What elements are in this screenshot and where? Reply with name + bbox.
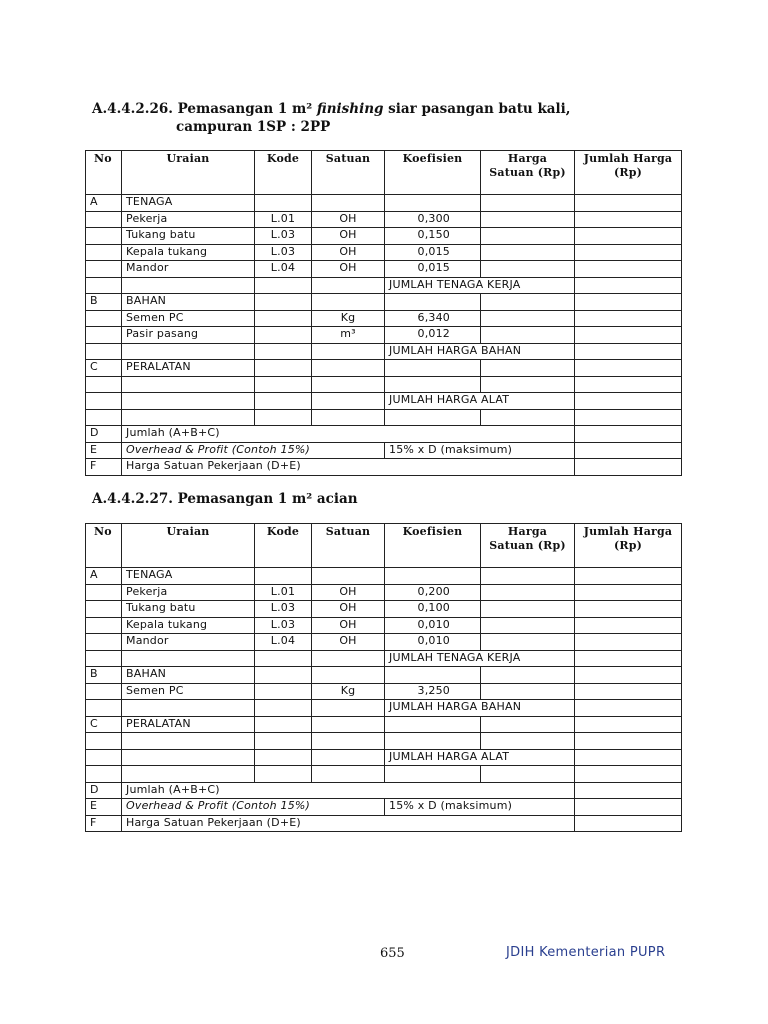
table-row (86, 426, 682, 443)
item-satuan: OH (312, 211, 385, 228)
item-koefisien: 3,250 (385, 683, 481, 700)
header-kode: Kode (255, 151, 312, 195)
item-koefisien: 0,100 (385, 601, 481, 618)
header-uraian: Uraian (122, 151, 255, 195)
header-koefisien: Koefisien (385, 151, 481, 195)
header-harga-satuan: Harga Satuan (Rp) (481, 151, 575, 195)
item-satuan: OH (312, 634, 385, 651)
item-satuan: OH (312, 244, 385, 261)
section-1-title-line2: campuran 1SP : 2PP (176, 119, 331, 135)
item-uraian: Pekerja (122, 584, 255, 601)
header-satuan: Satuan (312, 151, 385, 195)
section-1-title-part1: A.4.4.2.26. Pemasangan 1 m² (92, 101, 317, 117)
overhead-formula: 15% x D (maksimum) (385, 442, 575, 459)
group-label: D (86, 426, 122, 443)
item-uraian: Semen PC (122, 683, 255, 700)
table-row (86, 343, 682, 360)
table-row (86, 294, 682, 311)
item-satuan: OH (312, 228, 385, 245)
header-no: No (86, 151, 122, 195)
table-row (86, 634, 682, 651)
item-koefisien: 0,012 (385, 327, 481, 344)
item-koefisien: 0,015 (385, 244, 481, 261)
item-koefisien: 0,300 (385, 211, 481, 228)
group-label: B (86, 667, 122, 684)
analysis-table-1 (85, 150, 682, 476)
table-row (86, 310, 682, 327)
total-label: Jumlah (A+B+C) (122, 426, 575, 443)
table-row (86, 327, 682, 344)
header-jumlah-harga: Jumlah Harga (Rp) (575, 151, 682, 195)
table-row (86, 766, 682, 783)
table-row (86, 601, 682, 618)
table-row (86, 211, 682, 228)
table-row (86, 195, 682, 212)
table-row (86, 799, 682, 816)
group-title: TENAGA (122, 195, 255, 212)
table-row (86, 617, 682, 634)
item-kode: L.03 (255, 617, 312, 634)
item-uraian: Kepala tukang (122, 244, 255, 261)
table-row (86, 393, 682, 410)
header-koefisien: Koefisien (385, 524, 481, 568)
group-label: A (86, 195, 122, 212)
table-header-row (86, 524, 682, 568)
item-kode: L.03 (255, 601, 312, 618)
subtotal-label: JUMLAH HARGA ALAT (385, 393, 575, 410)
page-number: 655 (380, 946, 405, 961)
item-kode: L.01 (255, 211, 312, 228)
table-header-row (86, 151, 682, 195)
table-row (86, 683, 682, 700)
item-uraian: Pekerja (122, 211, 255, 228)
table-row (86, 733, 682, 750)
header-uraian: Uraian (122, 524, 255, 568)
overhead-label: Overhead & Profit (Contoh 15%) (122, 442, 385, 459)
item-koefisien: 6,340 (385, 310, 481, 327)
subtotal-label: JUMLAH TENAGA KERJA (385, 277, 575, 294)
footer-source: JDIH Kementerian PUPR (506, 945, 666, 960)
item-satuan: Kg (312, 683, 385, 700)
subtotal-label: JUMLAH HARGA BAHAN (385, 343, 575, 360)
group-title: TENAGA (122, 568, 255, 585)
header-harga-satuan: Harga Satuan (Rp) (481, 524, 575, 568)
header-no: No (86, 524, 122, 568)
overhead-formula: 15% x D (maksimum) (385, 799, 575, 816)
section-1-title-italic: finishing (316, 101, 384, 117)
item-satuan: OH (312, 617, 385, 634)
unit-price-label: Harga Satuan Pekerjaan (D+E) (122, 815, 575, 832)
item-uraian: Tukang batu (122, 601, 255, 618)
subtotal-label: JUMLAH HARGA BAHAN (385, 700, 575, 717)
table-row (86, 815, 682, 832)
group-label: E (86, 442, 122, 459)
table-row (86, 277, 682, 294)
item-uraian: Kepala tukang (122, 617, 255, 634)
table-row (86, 568, 682, 585)
total-label: Jumlah (A+B+C) (122, 782, 575, 799)
unit-price-label: Harga Satuan Pekerjaan (D+E) (122, 459, 575, 476)
item-uraian: Tukang batu (122, 228, 255, 245)
group-label: C (86, 360, 122, 377)
item-uraian: Mandor (122, 261, 255, 278)
item-kode: L.04 (255, 634, 312, 651)
group-label: F (86, 815, 122, 832)
item-kode: L.03 (255, 228, 312, 245)
section-1-title-part2: siar pasangan batu kali, (383, 101, 571, 117)
item-satuan: Kg (312, 310, 385, 327)
table-row (86, 782, 682, 799)
section-1-title (92, 100, 571, 136)
group-label: E (86, 799, 122, 816)
group-label: C (86, 716, 122, 733)
table-row (86, 244, 682, 261)
group-title: BAHAN (122, 667, 255, 684)
analysis-table-2 (85, 523, 682, 832)
table-row (86, 584, 682, 601)
item-koefisien: 0,200 (385, 584, 481, 601)
item-satuan: OH (312, 584, 385, 601)
item-koefisien: 0,010 (385, 617, 481, 634)
table-row (86, 716, 682, 733)
group-title: PERALATAN (122, 716, 255, 733)
table-row (86, 360, 682, 377)
item-satuan: OH (312, 261, 385, 278)
header-jumlah-harga: Jumlah Harga (Rp) (575, 524, 682, 568)
table-row (86, 409, 682, 426)
group-label: F (86, 459, 122, 476)
section-2-title: A.4.4.2.27. Pemasangan 1 m² acian (92, 491, 358, 507)
item-koefisien: 0,150 (385, 228, 481, 245)
item-koefisien: 0,015 (385, 261, 481, 278)
table-row (86, 228, 682, 245)
item-kode: L.04 (255, 261, 312, 278)
item-uraian: Mandor (122, 634, 255, 651)
subtotal-label: JUMLAH TENAGA KERJA (385, 650, 575, 667)
item-koefisien: 0,010 (385, 634, 481, 651)
table-row (86, 459, 682, 476)
group-title: PERALATAN (122, 360, 255, 377)
group-label: A (86, 568, 122, 585)
item-uraian: Semen PC (122, 310, 255, 327)
table-row (86, 650, 682, 667)
item-kode: L.01 (255, 584, 312, 601)
item-kode: L.03 (255, 244, 312, 261)
group-label: D (86, 782, 122, 799)
header-kode: Kode (255, 524, 312, 568)
item-satuan: m³ (312, 327, 385, 344)
table-row (86, 749, 682, 766)
group-title: BAHAN (122, 294, 255, 311)
table-row (86, 376, 682, 393)
overhead-label: Overhead & Profit (Contoh 15%) (122, 799, 385, 816)
table-row (86, 667, 682, 684)
group-label: B (86, 294, 122, 311)
item-satuan: OH (312, 601, 385, 618)
table-row (86, 700, 682, 717)
header-satuan: Satuan (312, 524, 385, 568)
table-row (86, 442, 682, 459)
table-row (86, 261, 682, 278)
item-uraian: Pasir pasang (122, 327, 255, 344)
subtotal-label: JUMLAH HARGA ALAT (385, 749, 575, 766)
